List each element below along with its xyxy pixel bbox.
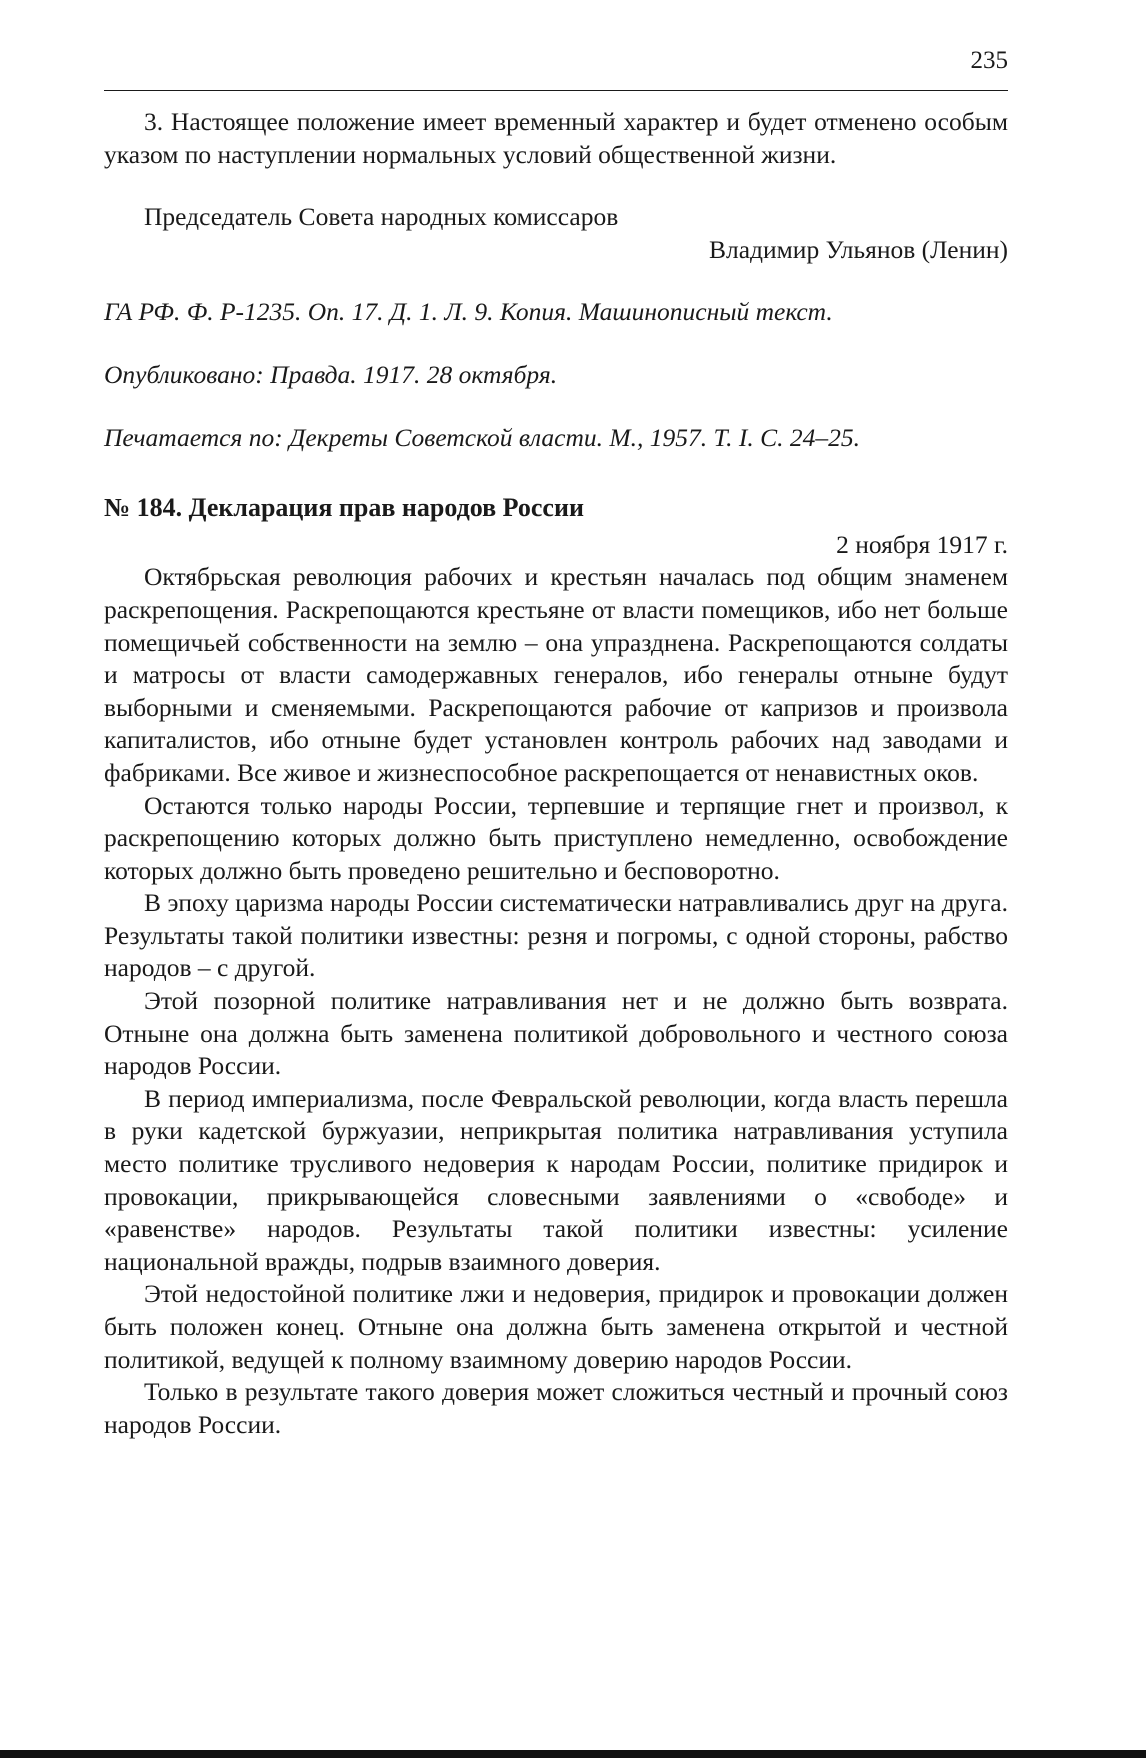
scan-bottom-edge (0, 1750, 1146, 1758)
body-paragraph: Октябрьская революция рабочих и крестьян началась под общим знаменем раскрепощения. Раскрепощаются крестьяне от власти помещиков, ибо нет больше помещичьей собственности на землю – она упразднена. Раскрепощаются солдаты и матросы от власти самодержавных генералов, ибо генералы отныне будут выборными и сменяемыми. Раскрепощаются рабочие от капризов и произвола капиталистов, ибо отныне будет установлен контроль рабочих над заводами и фабриками. Все живое и жизнеспособное раскрепощается от ненавистных оков. (104, 562, 1008, 787)
body-paragraph: Этой позорной политике натравливания нет и не должно быть возврата. Отныне она должна быть заменена политикой добровольного и честного союза народов России. (104, 986, 1008, 1081)
signature-name: Владимир Ульянов (Ленин) (708, 234, 1008, 264)
header-rule (104, 90, 1008, 91)
body-paragraph: В эпоху царизма народы России систематически натравливались друг на друга. Результаты такой политики известны: резня и погромы, с одной стороны, рабство народов – с другой. (104, 888, 1008, 983)
closing-clause: 3. Настоящее положение имеет временный характер и будет отменено особым указом по наступлении нормальных условий общественной жизни. (104, 107, 1008, 169)
printed-from-note: Печатается по: Декреты Советской власти. М., 1957. Т. I. С. 24–25. (104, 422, 860, 452)
archive-reference: ГА РФ. Ф. Р-1235. Оп. 17. Д. 1. Л. 9. Копия. Машинописный текст. (104, 297, 833, 327)
body-paragraph: В период империализма, после Февральской революции, когда власть перешла в руки кадетской буржуазии, неприкрытая политика натравливания уступила место политике трусливого недоверия к народам России, политике придирок и провокации, прикрывающейся словесными заявлениями о «свободе» и «равенстве» народов. Результаты такой политики известны: усиление национальной вражды, подрыв взаимного доверия. (104, 1083, 1008, 1276)
body-paragraph: Остаются только народы России, терпевшие и терпящие гнет и произвол, к раскрепощению которых должно быть приступлено немедленно, освобождение которых должно быть проведено решительно и бесповоротно. (104, 790, 1008, 885)
signature-title: Председатель Совета народных комиссаров (144, 202, 619, 232)
document-date: 2 ноября 1917 г. (836, 529, 1008, 559)
page-content (104, 106, 1008, 1441)
page-number: 235 (970, 47, 1008, 74)
document-heading: № 184. Декларация прав народов России (104, 493, 584, 523)
publication-note: Опубликовано: Правда. 1917. 28 октября. (104, 359, 558, 389)
body-paragraph: Только в результате такого доверия может сложиться честный и прочный союз народов России. (104, 1377, 1008, 1439)
body-paragraph: Этой недостойной политике лжи и недоверия, придирок и провокации должен быть положен конец. Отныне она должна быть заменена открытой и честной политикой, ведущей к полному взаимному доверию народов России. (104, 1279, 1008, 1374)
